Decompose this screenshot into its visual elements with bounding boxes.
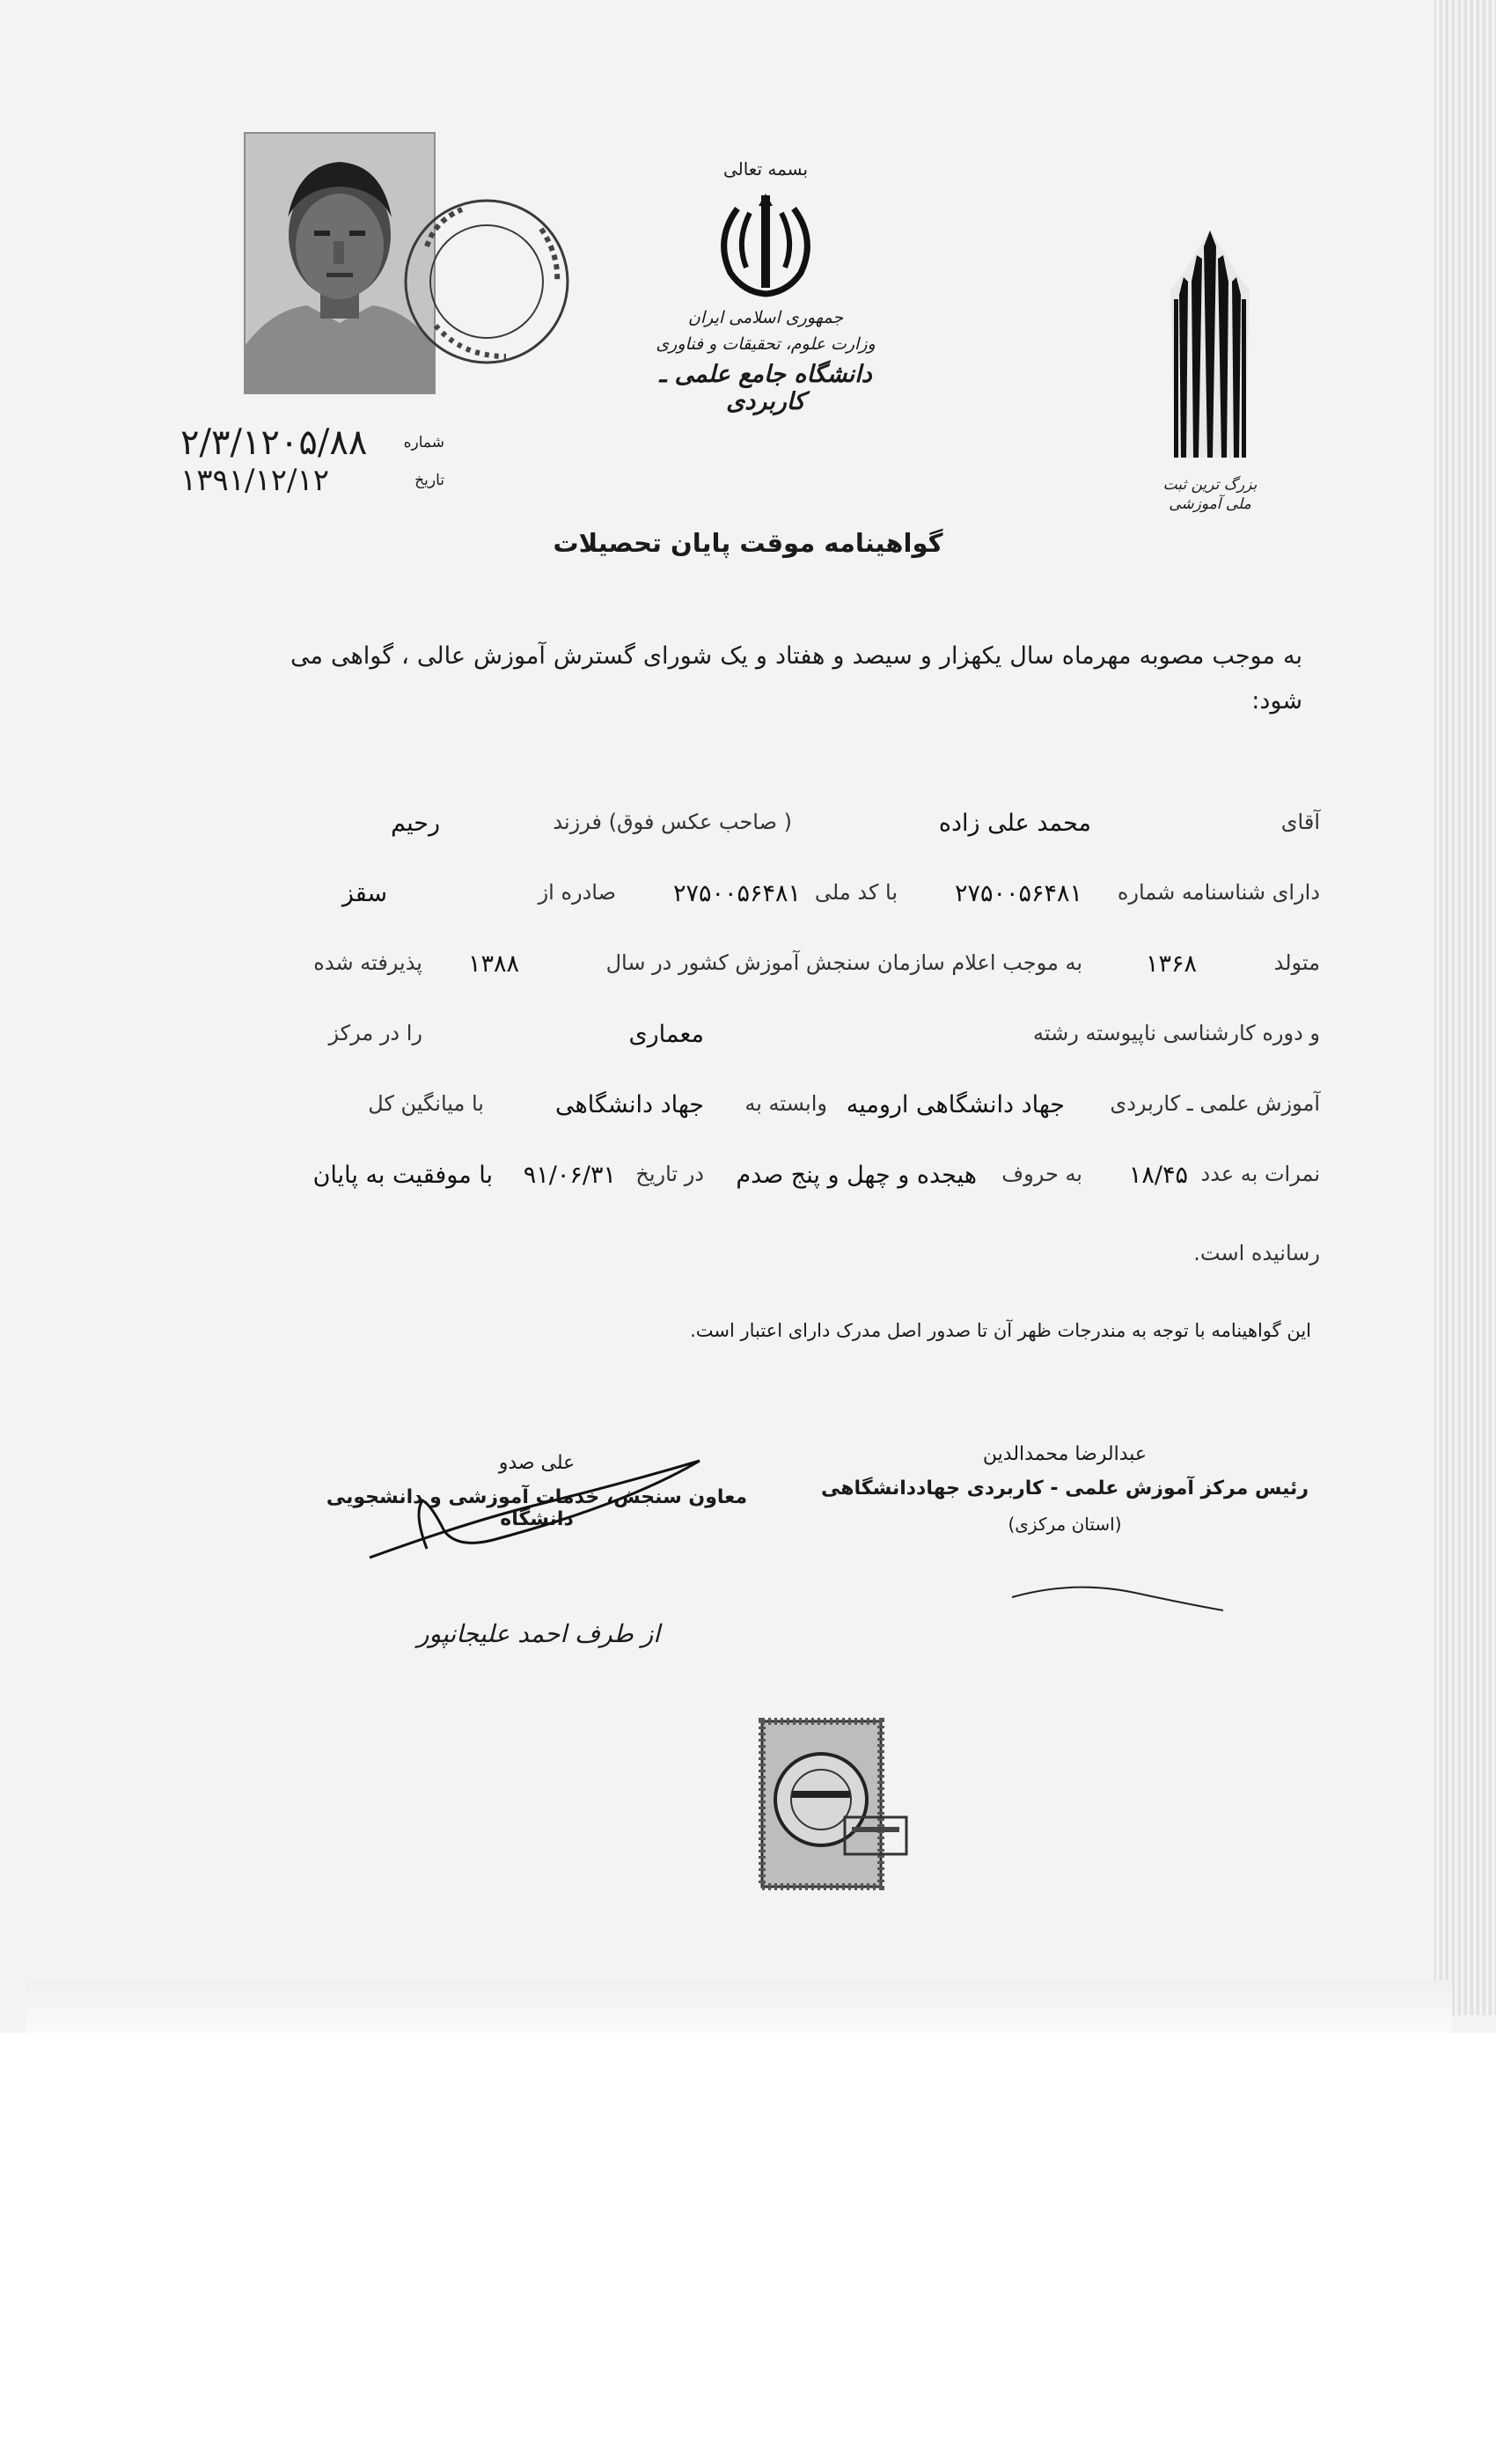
born-label: متولد — [1273, 950, 1320, 975]
date-value: ۱۳۹۱/۱۲/۱۲ — [180, 463, 330, 498]
photo-owner-label: ( صاحب عکس فوق) فرزند — [553, 810, 792, 834]
grades-label: نمرات به عدد — [1200, 1162, 1320, 1186]
grad-date: ۹۱/۰۶/۳۱ — [523, 1162, 616, 1189]
basmala: بسمه تعالی — [722, 158, 809, 180]
center-name: جهاد دانشگاهی ارومیه — [846, 1091, 1065, 1118]
ministry-text: وزارت علوم، تحقیقات و فناوری — [656, 334, 876, 354]
admitted-label: پذیرفته شده — [313, 950, 422, 975]
date-label: تاریخ — [414, 472, 444, 489]
national-code-label: با کد ملی — [814, 880, 898, 905]
left-signature-scribble-icon — [361, 1452, 713, 1575]
page-title: گواهینامه موقت پایان تحصیلات — [553, 528, 943, 558]
national-code: ۲۷۵۰۰۵۶۴۸۱ — [672, 880, 801, 907]
grade-words-label: به حروف — [1001, 1162, 1082, 1186]
at-center-label: را در مرکز — [328, 1021, 422, 1045]
finished-label: رسانیده است. — [1193, 1241, 1320, 1265]
affiliated-label: وابسته به — [744, 1091, 827, 1116]
iran-emblem-icon — [713, 187, 818, 301]
right-signature-scribble-icon — [1003, 1571, 1232, 1624]
admission-year: ۱۳۸۸ — [467, 950, 519, 978]
grade-number: ۱۸/۴۵ — [1128, 1162, 1188, 1189]
parent-org: جهاد دانشگاهی — [555, 1091, 704, 1118]
mr-label: آقای — [1280, 810, 1320, 834]
university-logo-icon — [1162, 229, 1258, 493]
intro-paragraph: به موجب مصوبه مهرماه سال یکهزار و سیصد و هفتاد و یک شورای گسترش آموزش عالی ، گواهی می شود: — [290, 642, 1302, 715]
grade-words: هیجده و چهل و پنج صدم — [736, 1162, 977, 1189]
major: معماری — [628, 1021, 704, 1048]
from-prefix: از طرف — [575, 1619, 660, 1648]
validity-note: این گواهینامه با توجه به مندرجات ظهر آن تا صدور اصل مدرک دارای اعتبار است. — [690, 1320, 1311, 1341]
born-year: ۱۳۶۸ — [1145, 950, 1197, 978]
official-stamp-icon — [757, 1716, 924, 1892]
issued-label: صادره از — [538, 880, 616, 905]
number-label: شماره — [403, 434, 444, 451]
father-name: رحیم — [391, 810, 440, 837]
admission-text: به موجب اعلام سازمان سنجش آموزش کشور در سال — [605, 950, 1082, 975]
right-signature — [818, 1443, 1311, 1535]
right-signer-province: (استان مرکزی) — [1008, 1514, 1122, 1535]
date-row — [180, 463, 444, 498]
right-signer-role: رئیس مرکز آموزش علمی - کاربردی جهاددانشگاهی — [821, 1478, 1309, 1500]
university-text: دانشگاه جامع علمی ـ کاربردی — [659, 361, 872, 415]
reference-block — [180, 422, 444, 498]
round-seal-icon — [383, 194, 576, 370]
center-label: آموزش علمی ـ کاربردی — [1110, 1091, 1320, 1116]
issued-place: سقز — [341, 880, 387, 907]
success-text: با موفقیت به پایان — [312, 1162, 493, 1189]
id-label: دارای شناسنامه شماره — [1117, 880, 1320, 905]
grad-date-label: در تاریخ — [635, 1162, 704, 1186]
average-label: با میانگین کل — [368, 1091, 484, 1116]
from-name: احمد علیجانپور — [416, 1619, 568, 1648]
id-number: ۲۷۵۰۰۵۶۴۸۱ — [954, 880, 1082, 907]
republic-text: جمهوری اسلامی ایران — [687, 308, 844, 327]
course-label: و دوره کارشناسی ناپیوسته رشته — [1033, 1021, 1320, 1045]
number-row — [180, 422, 444, 463]
left-signer-name: علی صدو — [498, 1452, 576, 1474]
logo-caption: بزرگ‌ ترین ثبت ملی آموزشی — [1162, 476, 1258, 514]
right-signer-name: عبدالرضا محمدالدین — [982, 1443, 1148, 1465]
number-value: ۲/۳/۱۲۰۵/۸۸ — [180, 422, 368, 463]
letterhead — [616, 158, 915, 458]
student-name: محمد علی زاده — [938, 810, 1091, 837]
left-signer-role: معاون سنجش، خدمات آموزشی و دانشجویی دانشگاه — [326, 1486, 748, 1530]
on-behalf-of — [414, 1619, 660, 1648]
